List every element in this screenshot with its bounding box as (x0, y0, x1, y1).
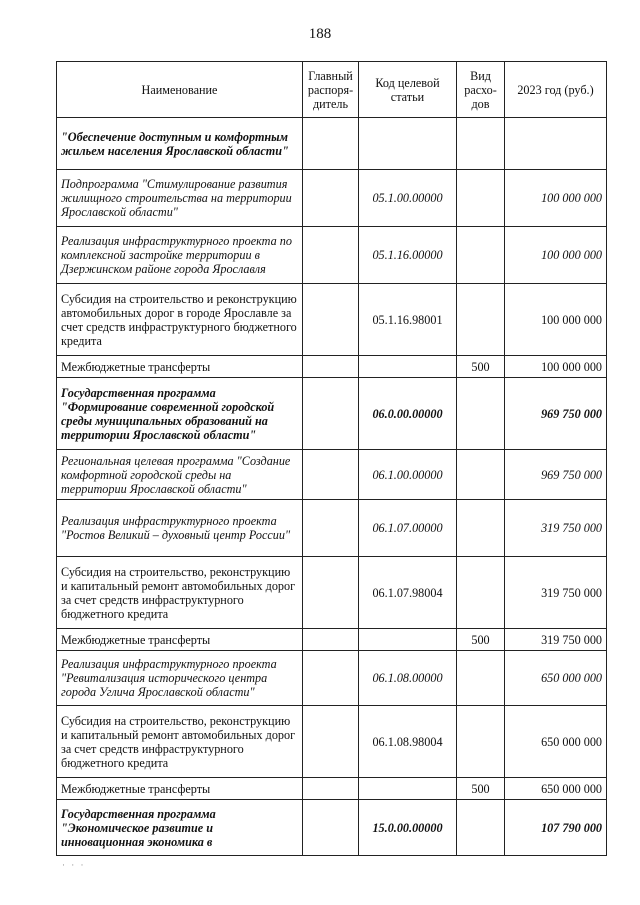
header-expense-type: Вид расхо-дов (457, 62, 505, 118)
row-target-code (359, 778, 457, 800)
row-manager (303, 378, 359, 450)
row-manager (303, 651, 359, 706)
row-name: Реализация инфраструктурного проекта по комплексной застройке территории в Дзержинском районе города Ярославля (57, 227, 303, 284)
row-target-code: 06.1.00.00000 (359, 450, 457, 500)
row-expense-type (457, 500, 505, 557)
row-manager (303, 118, 359, 170)
row-expense-type (457, 378, 505, 450)
table-row (57, 450, 607, 500)
row-sum: 100 000 000 (505, 170, 607, 227)
table-row (57, 170, 607, 227)
row-manager (303, 500, 359, 557)
row-name: Межбюджетные трансферты (57, 629, 303, 651)
row-manager (303, 706, 359, 778)
row-target-code: 06.1.08.00000 (359, 651, 457, 706)
row-name: Реализация инфраструктурного проекта "Ревитализация исторического центра города Углича Ярославской области" (57, 651, 303, 706)
row-manager (303, 170, 359, 227)
row-name: Субсидия на строительство, реконструкцию и капитальный ремонт автомобильных дорог за счет средств инфраструктурного бюджетного кредита (57, 557, 303, 629)
row-name: Межбюджетные трансферты (57, 778, 303, 800)
row-target-code: 05.1.16.00000 (359, 227, 457, 284)
row-sum: 319 750 000 (505, 500, 607, 557)
row-expense-type (457, 706, 505, 778)
row-target-code: 15.0.00.00000 (359, 800, 457, 856)
row-sum: 969 750 000 (505, 450, 607, 500)
row-expense-type (457, 170, 505, 227)
row-manager (303, 778, 359, 800)
table-body (57, 118, 607, 856)
row-name: Межбюджетные трансферты (57, 356, 303, 378)
table-row (57, 500, 607, 557)
row-manager (303, 629, 359, 651)
row-sum: 650 000 000 (505, 778, 607, 800)
row-manager (303, 450, 359, 500)
row-name: Государственная программа "Экономическое развитие и инновационная экономика в (57, 800, 303, 856)
header-main-manager: Главный распоря-дитель (303, 62, 359, 118)
row-expense-type (457, 557, 505, 629)
row-sum: 319 750 000 (505, 629, 607, 651)
row-name: "Обеспечение доступным и комфортным жильем населения Ярославской области" (57, 118, 303, 170)
row-target-code: 06.1.08.98004 (359, 706, 457, 778)
row-sum: 100 000 000 (505, 227, 607, 284)
scan-artifact: · · · (62, 860, 86, 870)
table-row (57, 629, 607, 651)
table-header-row (57, 62, 607, 118)
row-expense-type (457, 651, 505, 706)
budget-table (56, 61, 607, 856)
row-name: Государственная программа "Формирование современной городской среды муниципальных образований на территории Ярославской области" (57, 378, 303, 450)
page-number: 188 (308, 26, 332, 42)
table-row (57, 557, 607, 629)
row-expense-type (457, 800, 505, 856)
row-manager (303, 557, 359, 629)
table-row (57, 227, 607, 284)
row-sum: 969 750 000 (505, 378, 607, 450)
row-target-code: 06.1.07.00000 (359, 500, 457, 557)
row-sum: 650 000 000 (505, 706, 607, 778)
header-target-code: Код целевой статьи (359, 62, 457, 118)
row-target-code (359, 356, 457, 378)
row-sum (505, 118, 607, 170)
table-row (57, 284, 607, 356)
table-row (57, 651, 607, 706)
table-row (57, 778, 607, 800)
row-target-code: 06.0.00.00000 (359, 378, 457, 450)
row-manager (303, 356, 359, 378)
row-target-code: 05.1.16.98001 (359, 284, 457, 356)
row-expense-type: 500 (457, 356, 505, 378)
row-name: Реализация инфраструктурного проекта "Ростов Великий – духовный центр России" (57, 500, 303, 557)
row-expense-type: 500 (457, 629, 505, 651)
row-name: Подпрограмма "Стимулирование развития жилищного строительства на территории Ярославской области" (57, 170, 303, 227)
row-name: Региональная целевая программа "Создание комфортной городской среды на территории Ярославской области" (57, 450, 303, 500)
header-year-sum: 2023 год (руб.) (505, 62, 607, 118)
table-row (57, 800, 607, 856)
row-expense-type (457, 227, 505, 284)
row-manager (303, 227, 359, 284)
row-target-code (359, 118, 457, 170)
row-target-code: 06.1.07.98004 (359, 557, 457, 629)
row-target-code (359, 629, 457, 651)
table-row (57, 356, 607, 378)
row-manager (303, 800, 359, 856)
row-sum: 319 750 000 (505, 557, 607, 629)
row-name: Субсидия на строительство, реконструкцию и капитальный ремонт автомобильных дорог за счет средств инфраструктурного бюджетного кредита (57, 706, 303, 778)
row-expense-type (457, 450, 505, 500)
row-sum: 100 000 000 (505, 284, 607, 356)
row-sum: 650 000 000 (505, 651, 607, 706)
header-name: Наименование (57, 62, 303, 118)
table-row (57, 118, 607, 170)
row-sum: 107 790 000 (505, 800, 607, 856)
row-expense-type (457, 118, 505, 170)
row-sum: 100 000 000 (505, 356, 607, 378)
table-row (57, 706, 607, 778)
row-expense-type (457, 284, 505, 356)
table-row (57, 378, 607, 450)
row-name: Субсидия на строительство и реконструкцию автомобильных дорог в городе Ярославле за счет средств инфраструктурного бюджетного кредита (57, 284, 303, 356)
row-manager (303, 284, 359, 356)
row-expense-type: 500 (457, 778, 505, 800)
row-target-code: 05.1.00.00000 (359, 170, 457, 227)
